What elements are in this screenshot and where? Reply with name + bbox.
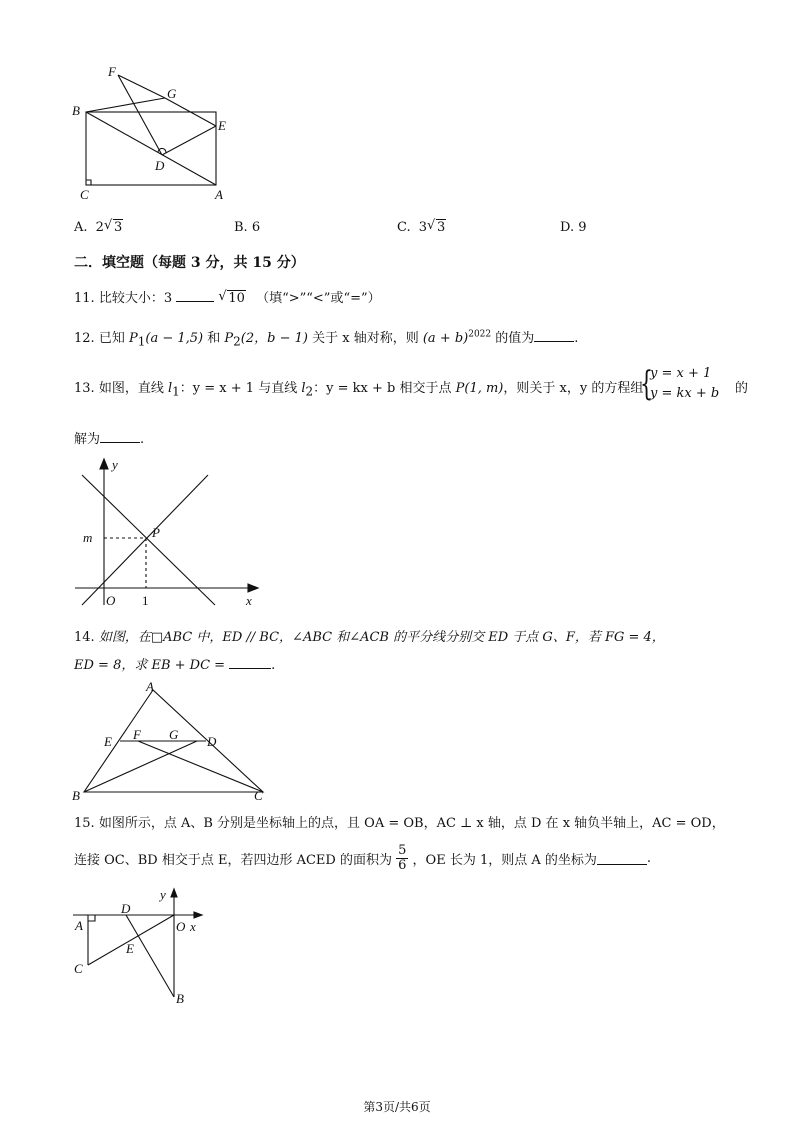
- label-o: O: [176, 919, 186, 934]
- answer-blank-14[interactable]: [229, 656, 271, 669]
- segment-de: [162, 126, 216, 155]
- label-x: x: [246, 593, 252, 608]
- segment-bg: [86, 98, 165, 112]
- question-13-tail: 的: [735, 381, 749, 396]
- label-b: B: [176, 991, 184, 1006]
- figure-q10: [60, 60, 250, 205]
- page-footer: 第3页/共6页: [363, 1100, 431, 1114]
- label-c: C: [254, 788, 263, 803]
- label-f: F: [133, 727, 141, 742]
- line-l1: [82, 475, 208, 605]
- answer-blank-12[interactable]: [534, 329, 574, 342]
- figure-q14: [66, 676, 276, 804]
- label-y: y: [160, 887, 166, 902]
- question-12: 12. 已知 $P_1(a - 1,5)$ 和 $P_2(2$，b − 1) 关于 x 轴对称，则 $(a + b)^{2022}$ 的值为 .: [74, 329, 579, 349]
- segment-bd: [126, 915, 174, 997]
- label-g: G: [167, 86, 177, 101]
- label-e: E: [218, 118, 226, 133]
- line-l2: [82, 475, 215, 605]
- label-a: A: [75, 918, 83, 933]
- y-axis-arrow: [171, 889, 177, 897]
- sqrt-a: √ 3: [103, 218, 123, 235]
- label-c: C: [74, 961, 83, 976]
- segment-fg: [118, 75, 165, 98]
- question-13-line2: 解为 .: [74, 432, 145, 447]
- right-angle-c: [86, 180, 91, 185]
- segment-fd: [118, 75, 162, 155]
- label-b: B: [72, 103, 80, 118]
- question-13-line1: 13. 如图，直线 $l_1$：y = x + 1 与直线 $l_2$：y = kx + b 相交于点 P(1, m)，则关于 x，y 的方程组: [74, 381, 644, 399]
- label-a: A: [146, 679, 154, 694]
- answer-blank-11[interactable]: [176, 289, 214, 302]
- x-axis-arrow: [194, 912, 202, 918]
- label-g: G: [169, 727, 179, 742]
- q10-option-d: D. 9: [560, 220, 587, 235]
- question-14-line1: 14. 如图，在□ABC 中，ED // BC，∠ABC 和∠ACB 的平分线分别交 ED 于点 G、F，若 FG = 4，: [74, 630, 665, 645]
- question-15-line1: 15. 如图所示，点 A、B 分别是坐标轴上的点，且 OA = OB，AC ⊥ x 轴，点 D 在 x 轴负半轴上，AC = OD，: [74, 816, 725, 831]
- x-axis-arrow: [248, 584, 258, 592]
- right-angle-a: [88, 915, 95, 921]
- question-11: 11. 比较大小：3 √ 10 （填“>”“<”或“=”）: [74, 289, 381, 306]
- q10-option-c: C. 3 √ 3: [397, 218, 446, 235]
- q10-option-b: B. 6: [234, 220, 261, 235]
- label-b: B: [72, 788, 80, 803]
- label-o: O: [106, 593, 116, 608]
- label-d: D: [207, 734, 217, 749]
- label-x: x: [190, 919, 196, 934]
- question-15-line2: 连接 OC、BD 相交于点 E，若四边形 ACED 的面积为 $\frac{5}{6}$ ，OE 长为 1，则点 A 的坐标为 .: [74, 843, 652, 873]
- label-d: D: [155, 158, 165, 173]
- label-f: F: [108, 64, 116, 79]
- answer-blank-13[interactable]: [100, 430, 140, 443]
- y-axis-arrow: [100, 459, 108, 469]
- label-e: E: [104, 734, 112, 749]
- label-c: C: [80, 187, 89, 202]
- answer-blank-15[interactable]: [597, 852, 647, 865]
- question-14-line2: ED = 8，求 EB + DC = .: [74, 658, 276, 673]
- figure-q13: [70, 455, 270, 615]
- sqrt-c: √ 3: [427, 218, 446, 235]
- sqrt-10: √ 10: [218, 289, 245, 306]
- figure-q15: [68, 885, 218, 1010]
- bisector-cg: [138, 741, 263, 792]
- label-d: D: [121, 901, 131, 916]
- q10-option-a: A. 2 √ 3: [74, 218, 123, 235]
- label-1: 1: [142, 593, 149, 608]
- label-y: y: [112, 457, 118, 472]
- diagonal-ba: [86, 112, 216, 185]
- fraction-5-6: $\frac{5}{6}$: [398, 843, 407, 873]
- section-title: 二．填空题（每题 3 分，共 15 分）: [74, 255, 305, 271]
- label-m: m: [83, 530, 93, 545]
- label-e: E: [126, 941, 134, 956]
- label-a: A: [215, 187, 223, 202]
- label-p: P: [152, 525, 160, 540]
